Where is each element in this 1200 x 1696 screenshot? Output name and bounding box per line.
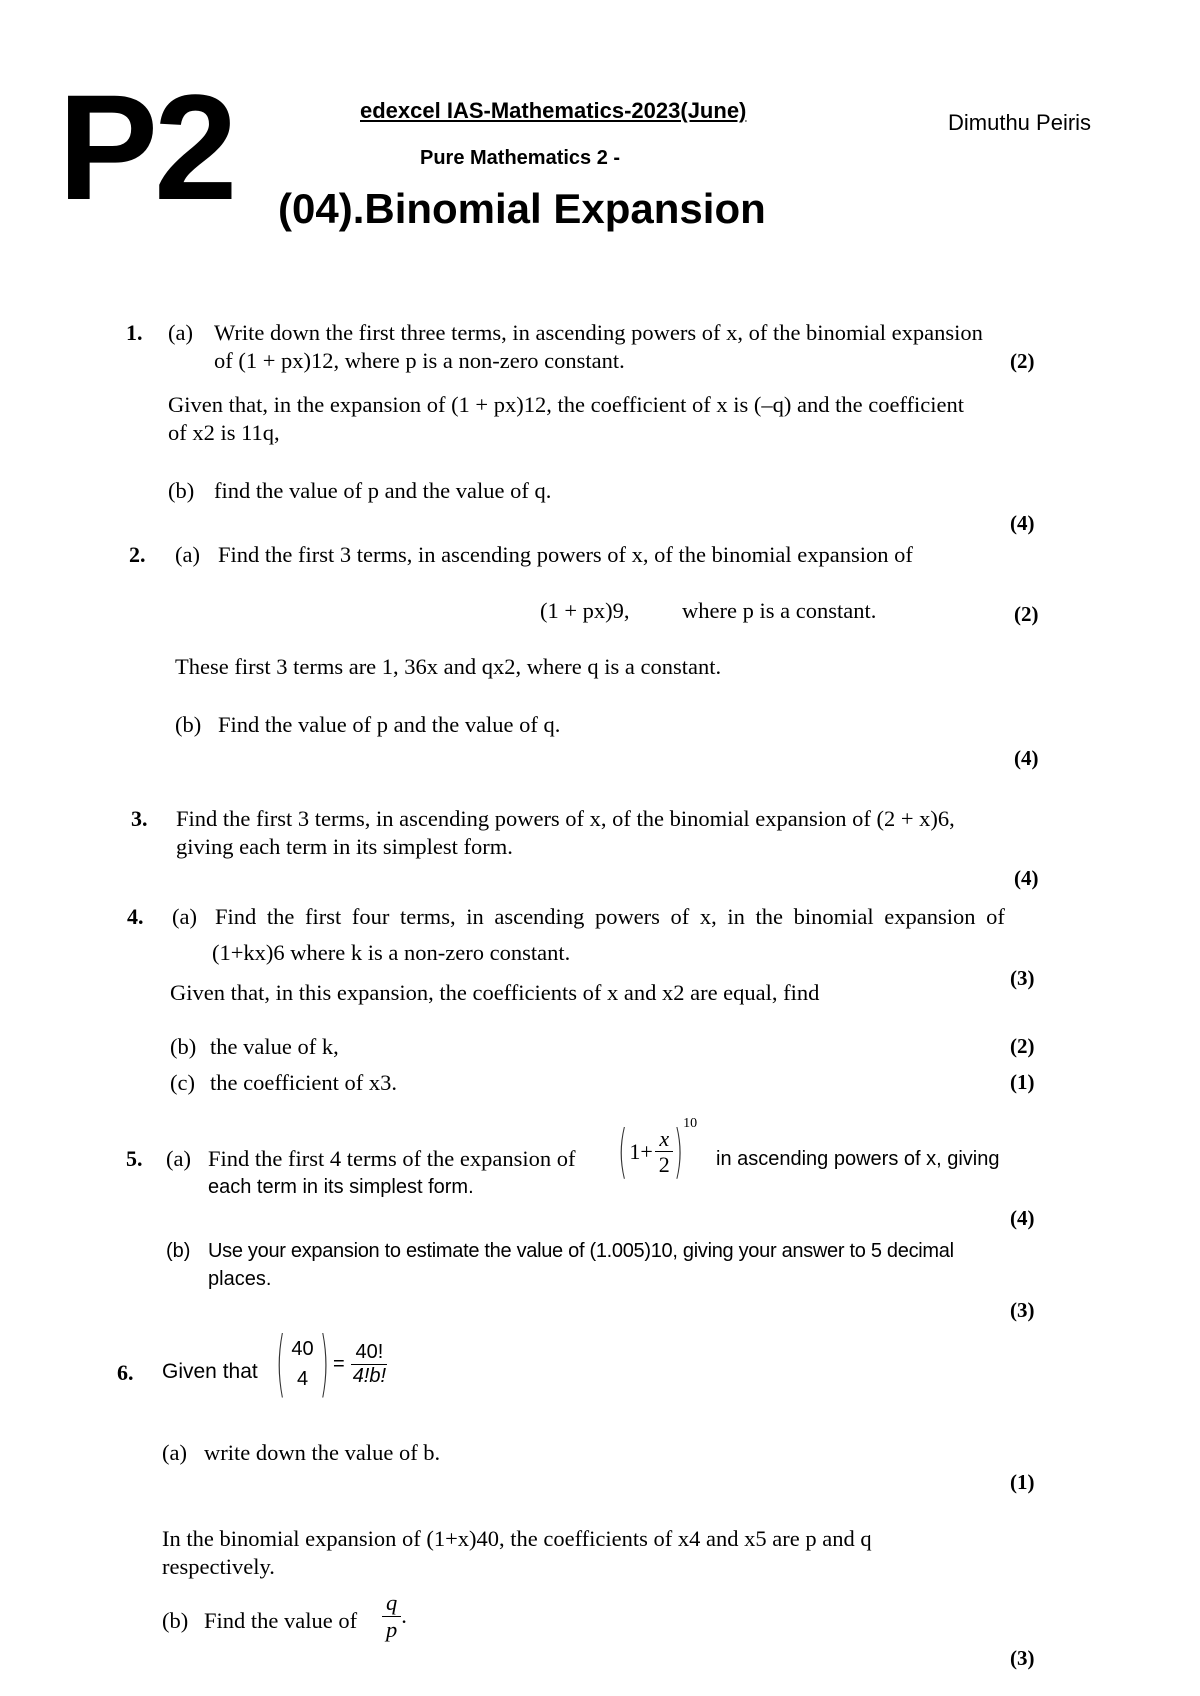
question-text: of (1 + px)12, where p is a non-zero constant.	[214, 348, 625, 373]
question-text: Use your expansion to estimate the value of (1.005)10, giving your answer to 5 decimal	[208, 1240, 954, 1262]
fraction-numerator: q	[382, 1590, 401, 1617]
question-number: 5.	[126, 1146, 143, 1171]
part-label: (b)	[166, 1240, 191, 1262]
part-label: (c)	[170, 1070, 195, 1095]
question-text: giving each term in its simplest form.	[176, 834, 513, 859]
expression-1-plus-x-over-2-power-10: ( 1+ $\frac{x}{2}$ ) 10	[618, 1115, 698, 1186]
question-text: Write down the first three terms, in ascending powers of x, of the binomial expansion	[214, 320, 983, 345]
marks: (4)	[1010, 1206, 1035, 1230]
question-text: Given that, in this expansion, the coefficients of x and x2 are equal, find	[170, 980, 820, 1005]
question-text: write down the value of b.	[204, 1440, 441, 1465]
binom-bottom: 4	[296, 1368, 309, 1390]
question-number: 4.	[127, 904, 144, 929]
question-text: of x2 is 11q,	[168, 420, 280, 445]
author-name: Dimuthu Peiris	[948, 110, 1092, 135]
part-label: (a)	[175, 542, 200, 567]
question-number: 2.	[129, 542, 146, 567]
part-label: (a)	[162, 1440, 187, 1465]
question-text: respectively.	[162, 1554, 275, 1579]
question-text: (1+kx)6 where k is a non-zero constant.	[212, 940, 571, 965]
marks: (4)	[1014, 746, 1039, 770]
question-text: in ascending powers of x, giving	[716, 1148, 1000, 1170]
part-label: (b)	[162, 1608, 189, 1633]
question-text: the coefficient of x3.	[210, 1070, 398, 1095]
subject-title: Pure Mathematics 2 -	[420, 147, 621, 169]
p2-logo: P2	[58, 63, 234, 231]
question-text: In the binomial expansion of (1+x)40, the coefficients of x4 and x5 are p and q	[162, 1526, 872, 1551]
question-text: Find the first four terms, in ascending powers of x, in the binomial expansion of	[215, 904, 1005, 929]
fraction-denominator: p	[386, 1616, 398, 1642]
expression: (1 + px)9,	[540, 598, 630, 623]
question-text: Find the value of	[204, 1608, 358, 1633]
marks: (1)	[1010, 1070, 1035, 1094]
question-text: These first 3 terms are 1, 36x and qx2, where q is a constant.	[175, 654, 722, 679]
marks: (3)	[1010, 1298, 1035, 1322]
question-number: 6.	[117, 1360, 134, 1385]
part-label: (a)	[168, 320, 193, 345]
question-text: Find the first 3 terms, in ascending powers of x, of the binomial expansion of (2 + x)6,	[176, 806, 955, 831]
part-label: (b)	[175, 712, 202, 737]
fraction-numerator: 40!	[351, 1341, 387, 1365]
question-text: where p is a constant.	[682, 598, 877, 623]
marks: (3)	[1010, 966, 1035, 990]
question-text: the value of k,	[210, 1034, 339, 1059]
question-number: 1.	[126, 320, 143, 345]
marks: (4)	[1014, 866, 1039, 890]
marks: (1)	[1010, 1470, 1035, 1494]
marks: (3)	[1010, 1646, 1035, 1670]
question-text: each term in its simplest form.	[208, 1176, 474, 1198]
question-text: Given that, in the expansion of (1 + px)12, the coefficient of x is (–q) and the coefficient	[168, 392, 964, 417]
marks: (4)	[1010, 511, 1035, 535]
marks: (2)	[1014, 602, 1039, 626]
question-text: Given that	[162, 1360, 258, 1383]
question-number: 3.	[131, 806, 148, 831]
question-text: Find the first 4 terms of the expansion of	[208, 1146, 576, 1171]
q-over-p-fraction: $\frac{q}{p}$ .	[382, 1590, 407, 1643]
part-label: (a)	[172, 904, 197, 929]
question-text: places.	[208, 1268, 272, 1290]
part-label: (b)	[168, 478, 195, 503]
binomial-coefficient-expression: ( 40 4 ) = $\frac{40!}{4!b!}$	[276, 1334, 390, 1394]
marks: (2)	[1010, 349, 1035, 373]
binom-top: 40	[291, 1338, 314, 1360]
question-text: Find the value of p and the value of q.	[218, 712, 561, 737]
marks: (2)	[1010, 1034, 1035, 1058]
part-label: (a)	[166, 1146, 191, 1171]
part-label: (b)	[170, 1034, 197, 1059]
question-text: find the value of p and the value of q.	[214, 478, 552, 503]
question-text: Find the first 3 terms, in ascending powers of x, of the binomial expansion of	[218, 542, 913, 567]
fraction-denominator: 4!b!	[352, 1364, 387, 1387]
topic-title: (04).Binomial Expansion	[278, 185, 766, 232]
exam-title: edexcel IAS-Mathematics-2023(June)	[360, 98, 747, 123]
